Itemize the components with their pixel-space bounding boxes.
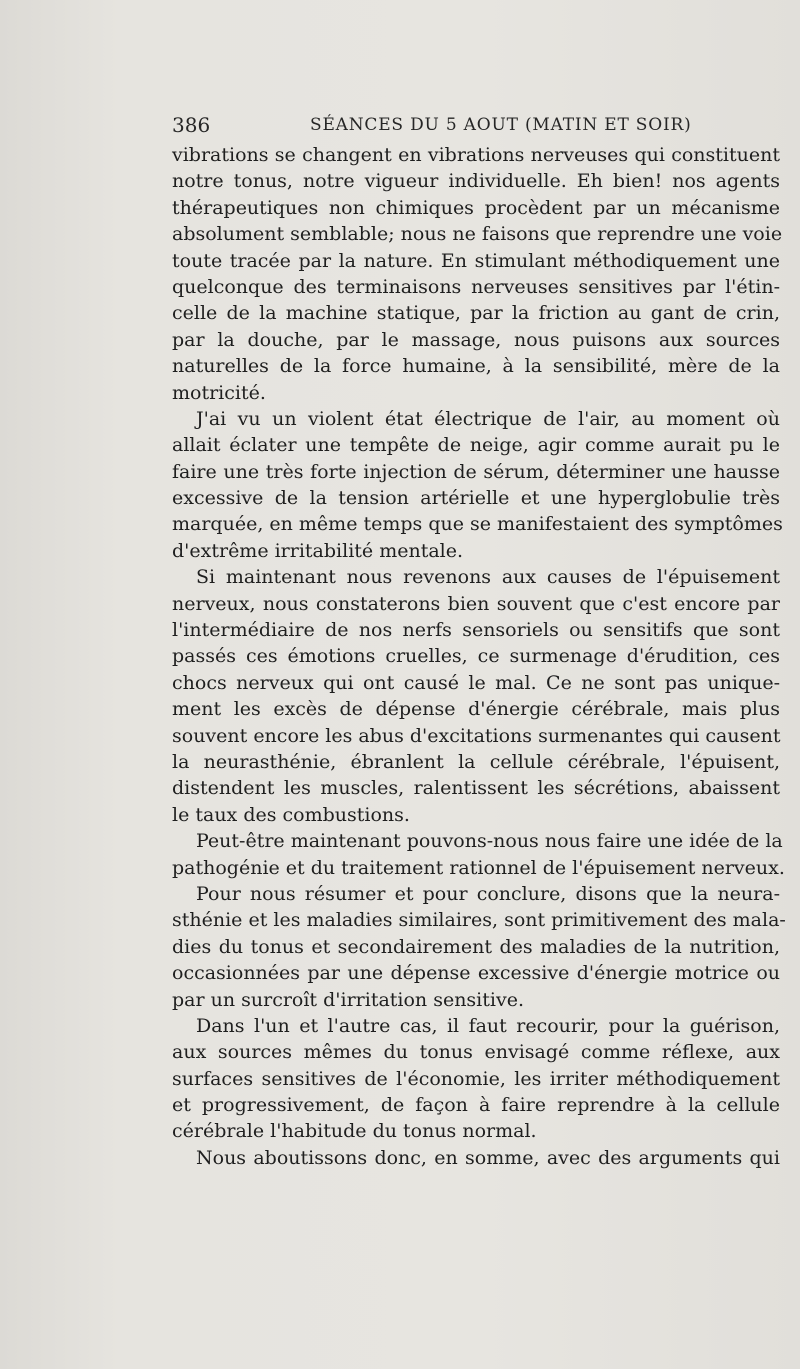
text-line: thérapeutiques non chimiques procèdent par un mécanisme bbox=[172, 196, 780, 219]
running-head: SÉANCES DU 5 AOUT (MATIN ET SOIR) bbox=[310, 115, 692, 135]
body-text bbox=[172, 142, 786, 1171]
paragraph bbox=[172, 1145, 780, 1171]
text-line: excessive de la tension artérielle et une hyperglobulie très bbox=[172, 487, 780, 510]
text-line: et progressivement, de façon à faire reprendre à la cellule bbox=[172, 1094, 780, 1117]
text-line: quelconque des terminaisons nerveuses sensitives par l'étin- bbox=[172, 275, 780, 298]
text-line: le taux des combustions. bbox=[172, 803, 410, 826]
text-line: toute tracée par la nature. En stimulant méthodiquement une bbox=[172, 249, 780, 272]
text-line: par la douche, par le massage, nous puisons aux sources bbox=[172, 328, 780, 351]
paragraph bbox=[172, 881, 786, 1013]
page-number: 386 bbox=[172, 113, 211, 137]
text-line: naturelles de la force humaine, à la sensibilité, mère de la bbox=[172, 355, 780, 378]
text-line: par un surcroît d'irritation sensitive. bbox=[172, 988, 524, 1011]
text-line: passés ces émotions cruelles, ce surmenage d'érudition, ces bbox=[172, 645, 780, 668]
text-line: absolument semblable; nous ne faisons que reprendre une voie bbox=[172, 223, 783, 246]
text-line: sthénie et les maladies similaires, sont primitivement des mala- bbox=[172, 909, 786, 932]
text-line: J'ai vu un violent état électrique de l'air, au moment où bbox=[196, 407, 780, 430]
text-line: marquée, en même temps que se manifestaient des symptômes bbox=[172, 513, 783, 536]
text-line: l'intermédiaire de nos nerfs sensoriels ou sensitifs que sont bbox=[172, 619, 780, 642]
text-line: Peut-être maintenant pouvons-nous nous faire une idée de la bbox=[196, 830, 783, 853]
text-line: surfaces sensitives de l'économie, les irriter méthodiquement bbox=[172, 1067, 780, 1090]
text-line: motricité. bbox=[172, 381, 266, 404]
paragraph bbox=[172, 142, 783, 406]
text-line: Nous aboutissons donc, en somme, avec des arguments qui bbox=[196, 1146, 780, 1169]
text-line: notre tonus, notre vigueur individuelle. Eh bien! nos agents bbox=[172, 170, 780, 193]
text-line: souvent encore les abus d'excitations surmenantes qui causent bbox=[172, 724, 781, 747]
text-line: cérébrale l'habitude du tonus normal. bbox=[172, 1120, 537, 1143]
text-line: vibrations se changent en vibrations nerveuses qui constituent bbox=[172, 144, 780, 166]
text-line: Dans l'un et l'autre cas, il faut recourir, pour la guérison, bbox=[196, 1014, 780, 1037]
text-line: dies du tonus et secondairement des maladies de la nutrition, bbox=[172, 935, 780, 958]
paragraph bbox=[172, 406, 783, 564]
text-line: d'extrême irritabilité mentale. bbox=[172, 539, 464, 562]
text-line: distendent les muscles, ralentissent les sécrétions, abaissent bbox=[172, 777, 780, 800]
paragraph bbox=[172, 1013, 780, 1145]
text-line: allait éclater une tempête de neige, agir comme aurait pu le bbox=[172, 434, 780, 457]
paragraph bbox=[172, 564, 780, 828]
text-line: celle de la machine statique, par la friction au gant de crin, bbox=[172, 302, 780, 325]
text-line: ment les excès de dépense d'énergie cérébrale, mais plus bbox=[172, 698, 780, 721]
page-header bbox=[172, 108, 772, 142]
text-line: nerveux, nous constaterons bien souvent que c'est encore par bbox=[172, 592, 780, 615]
text-line: occasionnées par une dépense excessive d'énergie motrice ou bbox=[172, 962, 780, 985]
text-line: aux sources mêmes du tonus envisagé comme réflexe, aux bbox=[172, 1041, 780, 1064]
text-line: Si maintenant nous revenons aux causes de l'épuisement bbox=[196, 566, 780, 589]
text-line: chocs nerveux qui ont causé le mal. Ce ne sont pas unique- bbox=[172, 671, 780, 694]
text-line: faire une très forte injection de sérum, déterminer une hausse bbox=[172, 460, 780, 483]
text-line: la neurasthénie, ébranlent la cellule cérébrale, l'épuisent, bbox=[172, 750, 780, 773]
text-line: pathogénie et du traitement rationnel de l'épuisement nerveux. bbox=[172, 856, 785, 879]
paragraph bbox=[172, 828, 785, 881]
text-line: Pour nous résumer et pour conclure, disons que la neura- bbox=[196, 882, 780, 905]
